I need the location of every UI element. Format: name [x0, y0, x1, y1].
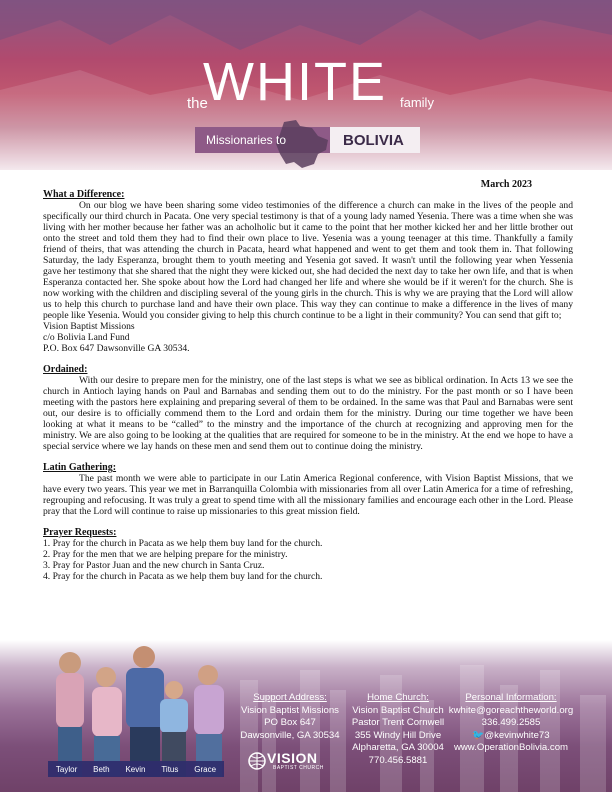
gift-address-line: P.O. Box 647 Dawsonville GA 30534. — [43, 343, 190, 354]
header-banner — [0, 0, 612, 170]
prayer-item: 3. Pray for Pastor Juan and the new church in Santa Cruz. — [43, 560, 265, 571]
vision-baptist-logo — [247, 750, 325, 772]
email-link[interactable]: kwhite@goreachtheworld.org — [448, 704, 574, 716]
family-name: Beth — [93, 764, 110, 774]
newsletter-body — [43, 189, 573, 582]
footer-banner — [0, 640, 612, 792]
support-line: Vision Baptist Missions — [241, 704, 339, 716]
support-heading: Support Address: — [253, 692, 327, 703]
home-church-line: Vision Baptist Church — [352, 704, 444, 716]
personal-info-block — [440, 692, 582, 755]
title-family: family — [400, 95, 434, 110]
gift-address-line: Vision Baptist Missions — [43, 321, 135, 332]
section-body-ordained: With our desire to prepare men for the ministry, one of the last steps is what we see as biblical ordination. In Acts 13 we see the church in Antioch laying hands on Paul and Barnabas and sending them out to do the ministry. For the past month or so I have been meeting with the pastors here explaining and preparing several of them to be ordained. In the same was that Paul and Barnabas were sent out, our desire is to officially commend them to the Lord and ordain them for the ministry. During our time together we have been looking at what it means to be “called” to the minstry and the importance of the church at recognizing and approving men for the ministry. We are also going to be looking at the qualities that are required for someone to be in the ministry. At the end we hope to have a special service where we lay hands on these men and send them out to continue doing the ministry. — [43, 375, 573, 452]
home-church-heading: Home Church: — [367, 692, 429, 703]
prayer-item: 4. Pray for the church in Pacata as we help them buy land for the church. — [43, 571, 323, 582]
home-church-line: Alpharetta, GA 30004 — [352, 742, 444, 753]
missionaries-to-label: Missionaries to — [206, 133, 287, 147]
home-church-line: 355 Windy Hill Drive — [354, 729, 442, 741]
country-label: BOLIVIA — [343, 132, 404, 149]
title-white: WHITE — [203, 52, 387, 112]
section-heading-latin: Latin Gathering: — [43, 462, 117, 473]
family-names-bar — [48, 761, 224, 777]
section-heading-ordained: Ordained: — [43, 364, 88, 375]
twitter-handle-row[interactable] — [440, 730, 582, 743]
gift-address-line: c/o Bolivia Land Fund — [43, 332, 130, 343]
support-address-block — [230, 692, 350, 742]
globe-logo-icon — [247, 750, 267, 772]
section-body-difference: On our blog we have been sharing some video testimonies of the difference a church can make in the lives of the people and specifically our third church in Pacata. One very special testimony is that of a young lady named Yesenia. There was a time when she was living with her mother because her father was an acholholic but it came to the point that her mother kicked her and her little brother out onto the street and told them they had to find their own place to live. Yesenia was a young teenager at this time. Thankfully a family friend of theirs, that was attending the church in Pacata, heard what happened and went to get them and took them in. That following Saturday, the lady Esperanza, brought them to youth meeting and Yesenia got saved. It wasn't until the following year when Yessenia gave her testimony that she shared that the night they were kicked out, she had decided the next day to take her own life, and that is when Esperanza contacted her. She spoke about how the Lord had changed her life and where she would be if it weren't for the church. She is now working with the children and discipling several of the young girls in the church. This is why we are praying that the Lord will allow us to help this church to purchase land and have their own place. This way they can continue to make a difference in the lives of many people like Yesenia. Would you consider giving to help this church continue to be a light in their community? You can send that gift to; — [43, 200, 573, 321]
section-heading-prayer: Prayer Requests: — [43, 527, 117, 538]
twitter-handle: @kevinwhite73 — [484, 729, 550, 741]
prayer-item: 2. Pray for the men that we are helping prepare for the ministry. — [43, 549, 288, 560]
home-church-line: Pastor Trent Cornwell — [351, 717, 445, 728]
personal-heading: Personal Information: — [465, 692, 557, 703]
prayer-item: 1. Pray for the church in Pacata as we help them buy land for the church. — [43, 538, 323, 549]
section-heading-difference: What a Difference: — [43, 189, 125, 200]
section-body-latin: The past month we were able to participate in our Latin America Regional conference, with Vision Baptist Missions, that we have every two years. This year we met in Barranquilla Colombia with missionaries from all over Latin America for a time of refreshing, regrouping and refocusing. It was truly a great to spend time with all the missionary families and encourage each other in the Lord. Please pray that the Lord will continue to raise up missionaries to this great mission field. — [43, 473, 573, 517]
twitter-icon: 🐦 — [472, 729, 485, 741]
family-name: Taylor — [55, 764, 78, 774]
phone-number: 336.499.2585 — [481, 717, 541, 728]
family-name: Grace — [194, 764, 217, 774]
logo-subtext: BAPTIST CHURCH — [273, 765, 324, 771]
support-line: PO Box 647 — [264, 717, 316, 728]
logo-text: VISION — [267, 750, 318, 766]
website-link[interactable]: www.OperationBolivia.com — [453, 742, 569, 753]
family-name: Titus — [161, 764, 179, 774]
newsletter-date: March 2023 — [480, 179, 532, 190]
family-name: Kevin — [125, 764, 146, 774]
title-the: the — [187, 95, 208, 112]
home-church-line: 770.456.5881 — [368, 754, 428, 766]
support-line: Dawsonville, GA 30534 — [240, 729, 340, 741]
